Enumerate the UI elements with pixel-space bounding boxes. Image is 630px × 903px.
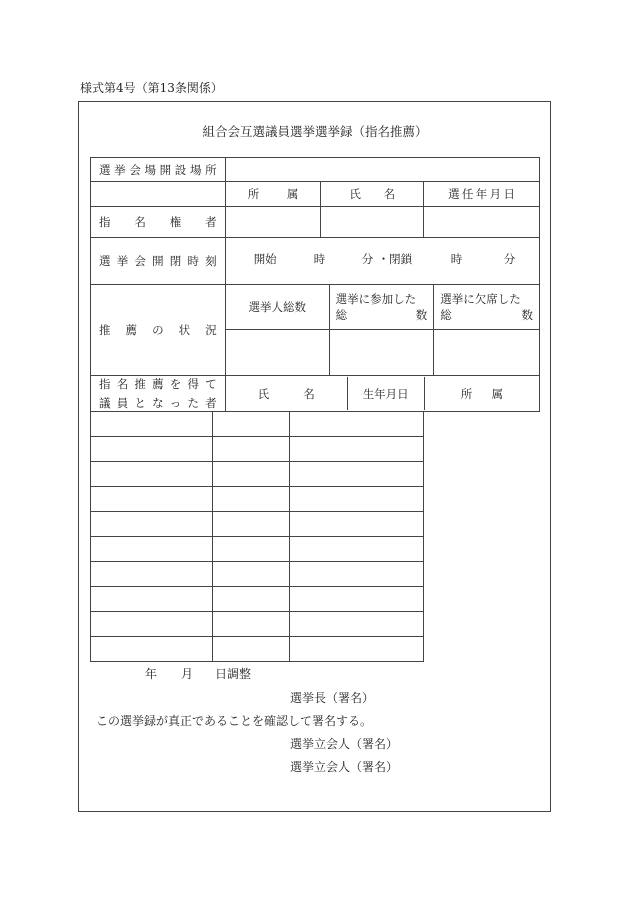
participants-header: 選挙に参加した 総 数	[329, 285, 434, 330]
time-value[interactable]: 開始 時 分 ・閉鎖 時 分	[225, 238, 539, 285]
elected-name-cell[interactable]	[91, 587, 213, 611]
venue-value[interactable]	[225, 158, 539, 182]
participants-value[interactable]	[329, 330, 434, 376]
elected-birth-cell[interactable]	[213, 537, 290, 561]
elected-name-cell[interactable]	[91, 462, 213, 486]
elected-label: 指 名 推 薦 を 得 て 議 員 と な っ た 者	[91, 376, 226, 412]
elected-affiliation-cell[interactable]	[290, 512, 424, 536]
nominator-name[interactable]	[321, 207, 424, 238]
venue-row	[91, 158, 540, 182]
elected-name-cell[interactable]	[91, 487, 213, 511]
elected-name-cell[interactable]	[91, 612, 213, 636]
witness-signature-2[interactable]: 選挙立会人（署名）	[290, 760, 399, 774]
elected-row	[91, 562, 540, 587]
date-line: 年 月 日調整	[145, 667, 252, 681]
venue-label: 選 挙 会 場 開 設 場 所	[91, 158, 226, 182]
total-voters-value[interactable]	[226, 330, 330, 376]
elected-birth-cell[interactable]	[213, 587, 290, 611]
witness-signature-1[interactable]: 選挙立会人（署名）	[290, 737, 399, 751]
elected-affiliation-cell[interactable]	[290, 537, 424, 561]
elected-affiliation-cell[interactable]	[290, 637, 424, 661]
elected-header-row	[91, 376, 540, 412]
elected-affiliation-cell[interactable]	[290, 462, 424, 486]
chair-signature[interactable]: 選挙長（署名）	[290, 691, 375, 705]
absentees-value[interactable]	[434, 330, 540, 376]
elected-row	[91, 462, 540, 487]
time-label: 選 挙 会 開 閉 時 刻	[91, 238, 226, 285]
elected-birth-cell[interactable]	[213, 487, 290, 511]
elected-row	[91, 412, 540, 437]
nominator-row	[91, 207, 540, 238]
elected-birth-cell[interactable]	[213, 612, 290, 636]
nominator-header-row	[91, 182, 540, 207]
affiliation-header: 所 属	[225, 182, 321, 207]
elected-row	[91, 637, 540, 662]
elected-row	[91, 537, 540, 562]
elected-affiliation-cell[interactable]	[290, 612, 424, 636]
elected-row	[91, 512, 540, 537]
elected-name-cell[interactable]	[91, 512, 213, 536]
confirmation-statement: この選挙録が真正であることを確認して署名する。	[96, 714, 373, 728]
time-row	[91, 238, 540, 285]
elected-affiliation-cell[interactable]	[290, 412, 424, 436]
election-record-table	[90, 157, 540, 662]
elected-birth-header: 生年月日	[347, 377, 424, 410]
elected-name-cell[interactable]	[91, 562, 213, 586]
elected-name-cell[interactable]	[91, 537, 213, 561]
elected-affiliation-cell[interactable]	[290, 587, 424, 611]
elected-birth-cell[interactable]	[213, 512, 290, 536]
total-voters-header: 選挙人総数	[226, 285, 330, 330]
elected-row	[91, 437, 540, 462]
elected-affiliation-cell[interactable]	[290, 562, 424, 586]
elected-birth-cell[interactable]	[213, 412, 290, 436]
elected-birth-cell[interactable]	[213, 562, 290, 586]
status-sub-table	[225, 284, 540, 376]
nominator-date[interactable]	[424, 207, 540, 238]
elected-affiliation-header: 所 属	[424, 377, 539, 410]
nominator-affiliation[interactable]	[225, 207, 321, 238]
document-title: 組合会互選議員選挙選挙録（指名推薦）	[202, 124, 428, 139]
nominator-label: 指 名 権 者	[91, 207, 226, 238]
elected-name-cell[interactable]	[91, 637, 213, 661]
elected-row	[91, 612, 540, 637]
absentees-header: 選挙に欠席した 総 数	[434, 285, 540, 330]
status-label: 推 薦 の 状 況	[91, 285, 226, 376]
elected-birth-cell[interactable]	[213, 637, 290, 661]
form-number: 様式第4号（第13条関係）	[80, 81, 223, 95]
elected-affiliation-cell[interactable]	[290, 437, 424, 461]
appointment-date-header: 選 任 年 月 日	[424, 182, 540, 207]
elected-row	[91, 487, 540, 512]
elected-birth-cell[interactable]	[213, 437, 290, 461]
name-header: 氏 名	[321, 182, 424, 207]
elected-birth-cell[interactable]	[213, 462, 290, 486]
elected-name-cell[interactable]	[91, 437, 213, 461]
elected-name-header: 氏 名	[226, 377, 348, 410]
elected-affiliation-cell[interactable]	[290, 487, 424, 511]
elected-row	[91, 587, 540, 612]
elected-name-cell[interactable]	[91, 412, 213, 436]
